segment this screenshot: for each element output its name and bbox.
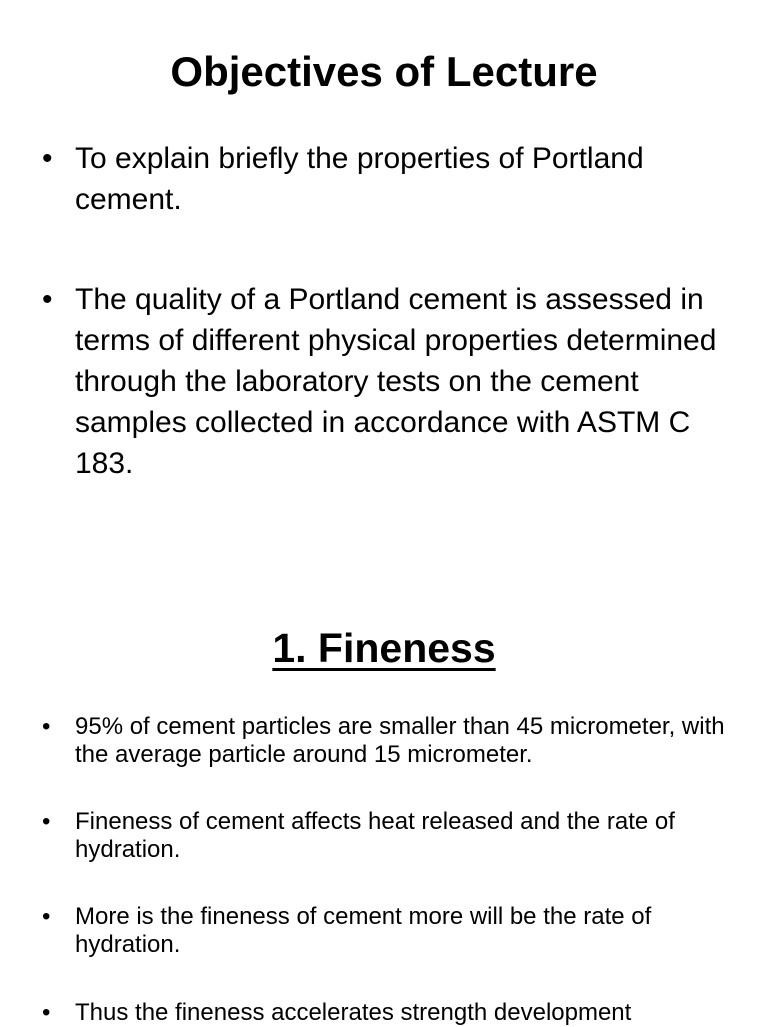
- objective-text-1: To explain briefly the properties of Portland cement.: [75, 142, 644, 216]
- fineness-text-4: Thus the fineness accelerates strength development: [75, 999, 632, 1026]
- objective-text-2: The quality of a Portland cement is assessed in terms of different physical properties determined through the laboratory tests on the cement samples collected in accordance with ASTM C 183.: [75, 283, 717, 480]
- bullet-icon: •: [42, 903, 51, 930]
- fineness-text-3: More is the fineness of cement more will be the rate of hydration.: [75, 903, 652, 958]
- page-title: Objectives of Lecture: [170, 48, 598, 95]
- bullet-icon: •: [42, 713, 51, 740]
- bullet-icon: •: [42, 142, 53, 175]
- fineness-text-2: Fineness of cement affects heat released and the rate of hydration.: [75, 808, 675, 863]
- section-heading: [0, 622, 768, 674]
- bullet-icon: •: [42, 283, 53, 316]
- bullet-icon: •: [42, 999, 51, 1026]
- bullet-icon: •: [42, 808, 51, 835]
- fineness-text-1: 95% of cement particles are smaller than 45 micrometer, with the average particle around 15 micrometer.: [75, 713, 725, 768]
- section-heading-text: 1. Fineness: [272, 625, 496, 671]
